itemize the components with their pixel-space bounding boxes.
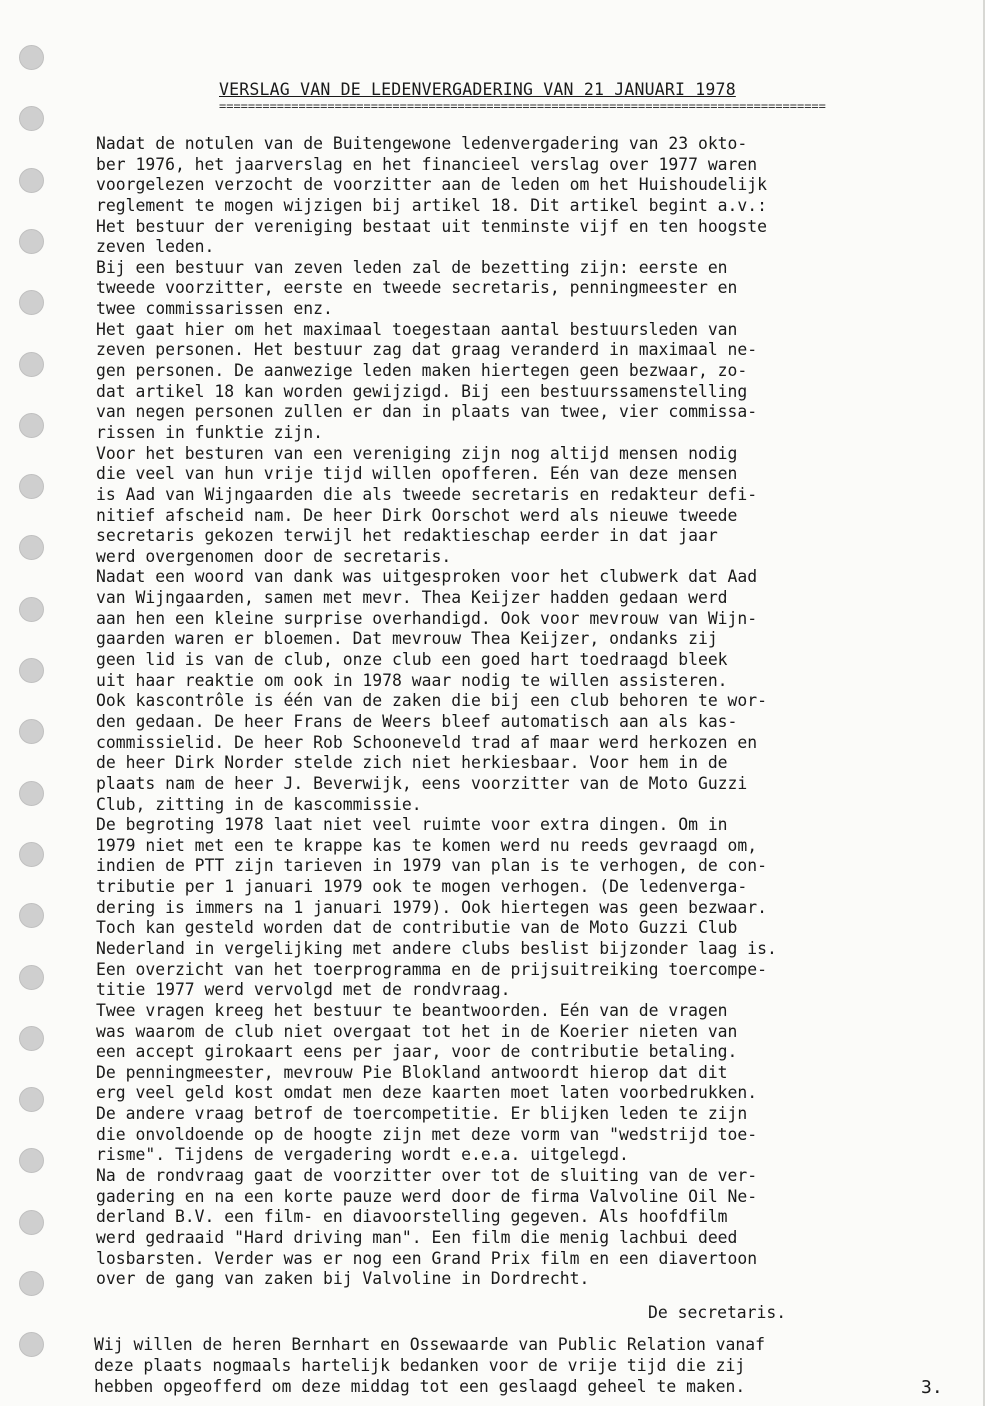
body-line: Nadat een woord van dank was uitgesproken voor het clubwerk dat Aad xyxy=(96,567,758,587)
body-line: van negen personen zullen er dan in plaats van twee, vier commissa- xyxy=(96,402,758,422)
body-line: tributie per 1 januari 1979 ook te mogen verhogen. (De ledenverga- xyxy=(96,877,748,897)
binder-hole xyxy=(19,719,44,744)
binder-hole xyxy=(19,1148,44,1173)
body-line: is Aad van Wijngaarden die als tweede secretaris en redakteur defi- xyxy=(96,484,758,504)
binder-hole xyxy=(19,352,44,377)
body-line: uit haar reaktie om ook in 1978 waar nodig te willen assisteren. xyxy=(96,670,728,690)
body-line: die veel van hun vrije tijd willen opofferen. Eén van deze mensen xyxy=(96,464,738,484)
body-line: commissielid. De heer Rob Schooneveld trad af maar werd herkozen en xyxy=(96,732,758,752)
body-line: titie 1977 werd vervolgd met de rondvraag. xyxy=(96,980,511,1000)
body-line: die onvoldoende op de hoogte zijn met deze vorm van "wedstrijd toe- xyxy=(96,1124,758,1144)
binder-hole xyxy=(19,106,44,131)
binder-hole xyxy=(19,474,44,499)
body-line: Toch kan gesteld worden dat de contributie van de Moto Guzzi Club xyxy=(96,918,738,938)
body-line: De andere vraag betrof de toercompetitie. Er blijken leden te zijn xyxy=(96,1104,748,1124)
binder-hole xyxy=(19,229,44,254)
body-line: Ook kascontrôle is één van de zaken die bij een club behoren te wor- xyxy=(96,691,768,711)
binder-hole xyxy=(19,1332,44,1357)
body-line: secretaris gekozen terwijl het redaktieschap eerder in dat jaar xyxy=(96,526,718,546)
body-line: den gedaan. De heer Frans de Weers bleef automatisch aan als kas- xyxy=(96,711,738,731)
body-line: Het bestuur der vereniging bestaat uit tenminste vijf en ten hoogste xyxy=(96,216,768,236)
body-line: tweede voorzitter, eerste en tweede secretaris, penningmeester en xyxy=(96,278,738,298)
body-line: indien de PTT zijn tarieven in 1979 van plan is te verhogen, de con- xyxy=(96,856,768,876)
binder-hole xyxy=(19,965,44,990)
body-line: voorgelezen verzocht de voorzitter aan de leden om het Huishoudelijk xyxy=(96,175,768,195)
binder-hole xyxy=(19,658,44,683)
body-line: dat artikel 18 kan worden gewijzigd. Bij een bestuurssamenstelling xyxy=(96,381,748,401)
binder-hole xyxy=(19,842,44,867)
binder-hole xyxy=(19,1087,44,1112)
body-line: ber 1976, het jaarverslag en het financieel verslag over 1977 waren xyxy=(96,154,758,174)
binder-hole xyxy=(19,903,44,928)
binder-hole xyxy=(19,413,44,438)
body-line: werd gedraaid "Hard driving man". Een film die menig lachbui deed xyxy=(96,1227,738,1247)
binder-hole xyxy=(19,45,44,70)
binder-hole xyxy=(19,168,44,193)
binder-hole xyxy=(19,290,44,315)
closing-line: hebben opgeofferd om deze middag tot een geslaagd geheel te maken. xyxy=(94,1377,746,1396)
body-line: gadering en na een korte pauze werd door de firma Valvoline Oil Ne- xyxy=(96,1186,758,1206)
body-line: rissen in funktie zijn. xyxy=(96,422,323,442)
body-line: De begroting 1978 laat niet veel ruimte voor extra dingen. Om in xyxy=(96,815,728,835)
report-body xyxy=(96,134,956,1290)
closing-line: deze plaats nogmaals hartelijk bedanken voor de vrije tijd die zij xyxy=(94,1356,746,1375)
body-line: 1979 niet met een te krappe kas te komen werd nu reeds gevraagd om, xyxy=(96,835,758,855)
body-line: was waarom de club niet overgaat tot het in de Koerier nieten van xyxy=(96,1021,738,1041)
closing-line: Wij willen de heren Bernhart en Ossewaarde van Public Relation vanaf xyxy=(94,1335,766,1354)
binder-holes xyxy=(19,45,47,1406)
body-line: twee commissarissen enz. xyxy=(96,299,333,319)
body-line: aan hen een kleine surprise overhandigd. Ook voor mevrouw van Wijn- xyxy=(96,608,758,628)
body-line: Nederland in vergelijking met andere clubs beslist bijzonder laag is. xyxy=(96,938,777,958)
binder-hole xyxy=(19,1210,44,1235)
body-line: erg veel geld kost omdat men deze kaarten moet laten voorbedrukken. xyxy=(96,1083,758,1103)
body-line: risme". Tijdens de vergadering wordt e.e.a. uitgelegd. xyxy=(96,1145,629,1165)
title-double-rule: ==================================================================================== xyxy=(219,99,826,113)
body-line: Na de rondvraag gaat de voorzitter over tot de sluiting van de ver- xyxy=(96,1166,758,1186)
closing-paragraph xyxy=(94,1334,765,1397)
binder-hole xyxy=(19,1026,44,1051)
body-line: losbarsten. Verder was er nog een Grand Prix film en een diavertoon xyxy=(96,1248,758,1268)
binder-hole xyxy=(19,781,44,806)
body-line: Het gaat hier om het maximaal toegestaan aantal bestuursleden van xyxy=(96,319,738,339)
body-line: derland B.V. een film- en diavoorstelling gegeven. Als hoofdfilm xyxy=(96,1207,728,1227)
binder-hole xyxy=(19,535,44,560)
body-line: Bij een bestuur van zeven leden zal de bezetting zijn: eerste en xyxy=(96,257,728,277)
body-line: een accept girokaart eens per jaar, voor de contributie betaling. xyxy=(96,1042,738,1062)
body-line: zeven leden. xyxy=(96,237,215,257)
body-line: Voor het besturen van een vereniging zijn nog altijd mensen nodig xyxy=(96,443,738,463)
document-title: VERSLAG VAN DE LEDENVERGADERING VAN 21 JANUARI 1978 xyxy=(219,80,736,99)
page-number: 3. xyxy=(921,1377,943,1398)
body-line: de heer Dirk Norder stelde zich niet herkiesbaar. Voor hem in de xyxy=(96,753,728,773)
body-line: De penningmeester, mevrouw Pie Blokland antwoordt hierop dat dit xyxy=(96,1062,728,1082)
body-line: plaats nam de heer J. Beverwijk, eens voorzitter van de Moto Guzzi xyxy=(96,773,748,793)
binder-hole xyxy=(19,597,44,622)
body-line: Club, zitting in de kascommissie. xyxy=(96,794,422,814)
body-line: geen lid is van de club, onze club een goed hart toedraagd bleek xyxy=(96,650,728,670)
body-line: reglement te mogen wijzigen bij artikel 18. Dit artikel begint a.v.: xyxy=(96,195,768,215)
body-line: van Wijngaarden, samen met mevr. Thea Keijzer hadden gedaan werd xyxy=(96,588,728,608)
body-line: gaarden waren er bloemen. Dat mevrouw Thea Keijzer, ondanks zij xyxy=(96,629,718,649)
body-line: Een overzicht van het toerprogramma en de prijsuitreiking toercompe- xyxy=(96,959,768,979)
body-line: zeven personen. Het bestuur zag dat graag veranderd in maximaal ne- xyxy=(96,340,758,360)
body-line: dering is immers na 1 januari 1979). Ook hiertegen was geen bezwaar. xyxy=(96,897,768,917)
body-line: gen personen. De aanwezige leden maken hiertegen geen bezwaar, zo- xyxy=(96,361,748,381)
body-line: Nadat de notulen van de Buitengewone ledenvergadering van 23 okto- xyxy=(96,134,748,153)
body-line: werd overgenomen door de secretaris. xyxy=(96,546,452,566)
binder-hole xyxy=(19,1271,44,1296)
body-line: Twee vragen kreeg het bestuur te beantwoorden. Eén van de vragen xyxy=(96,1000,728,1020)
body-line: over de gang van zaken bij Valvoline in Dordrecht. xyxy=(96,1269,590,1289)
signature: De secretaris. xyxy=(648,1303,787,1322)
body-line: nitief afscheid nam. De heer Dirk Oorschot werd als nieuwe tweede xyxy=(96,505,738,525)
